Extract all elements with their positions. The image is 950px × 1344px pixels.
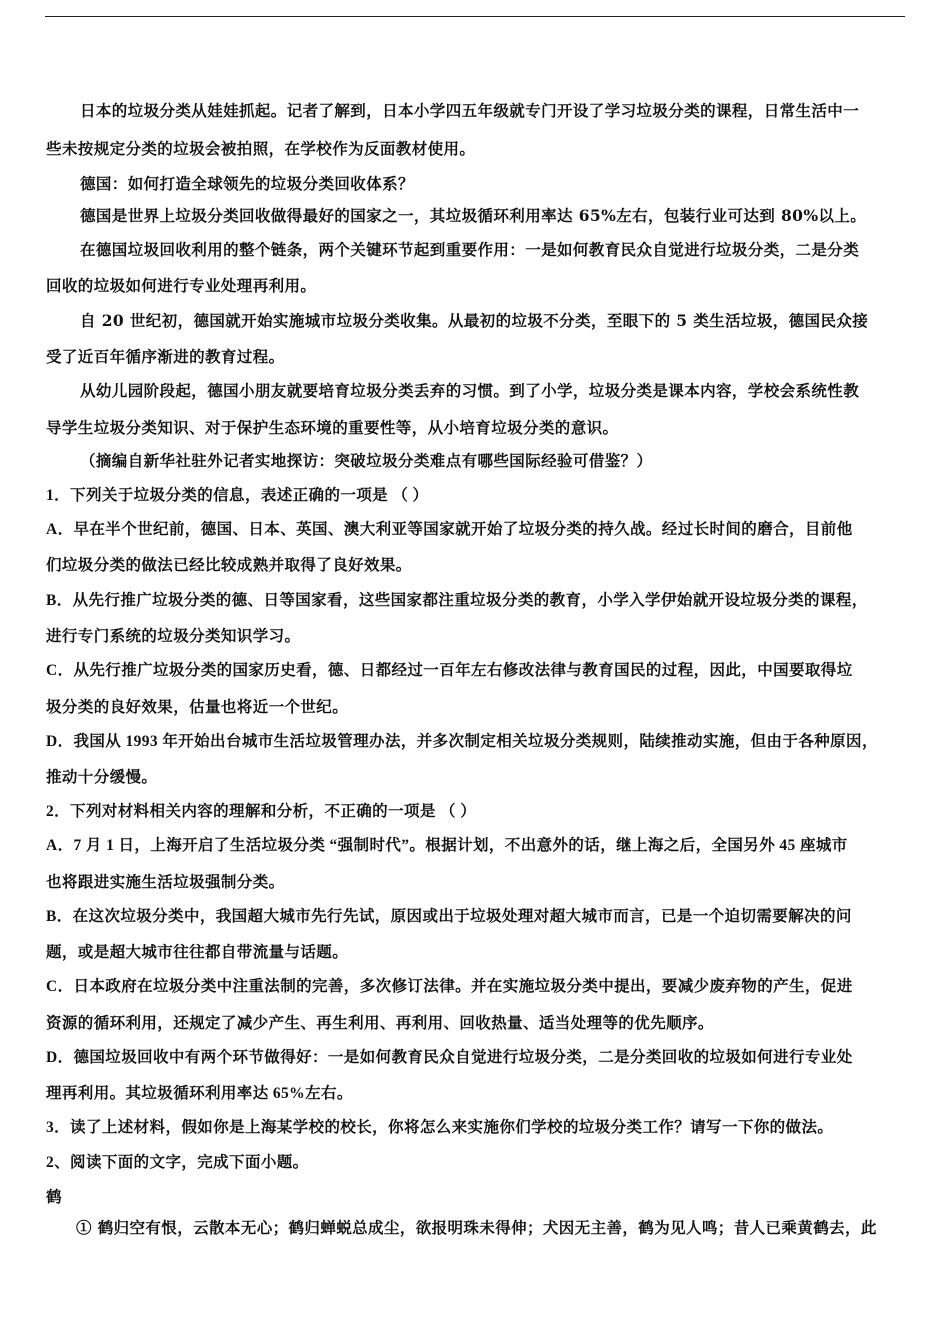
- passage-line: 回收的垃圾如何进行专业处理再利用。: [46, 276, 317, 295]
- q1-option-c-cont: 圾分类的良好效果，估量也将近一个世纪。: [46, 699, 349, 716]
- source-citation: （摘编自新华社驻外记者实地探访：突破垃圾分类难点有哪些国际经验可借鉴？）: [80, 451, 653, 470]
- q2-option-c-cont: 资源的循环利用，还规定了减少产生、再生利用、再利用、回收热量、适当处理等的优先顺序。: [46, 1015, 714, 1032]
- q2-option-b: B．在这次垃圾分类中，我国超大城市先行先试，原因或出于垃圾处理对超大城市而言，已是一个迫切需要解决的问: [46, 908, 852, 925]
- passage-line: 受了近百年循序渐进的教育过程。: [46, 347, 285, 366]
- question-1-stem: 1．下列关于垃圾分类的信息，表述正确的一项是 （ ）: [46, 487, 429, 504]
- q2-option-c: C．日本政府在垃圾分类中注重法制的完善，多次修订法律。并在实施垃圾分类中提出，要减少废弃物的产生，促进: [46, 978, 853, 995]
- q2-option-a: A．7 月 1 日，上海开启了生活垃圾分类 “强制时代”。根据计划，不出意外的话，继上海之后，全国另外 45 座城市: [46, 837, 848, 854]
- q1-option-c: C．从先行推广垃圾分类的国家历史看，德、日都经过一百年左右修改法律与教育国民的过程，因此，中国要取得垃: [46, 662, 853, 679]
- passage-line: 在德国垃圾回收利用的整个链条，两个关键环节起到重要作用：一是如何教育民众自觉进行垃圾分类，二是分类: [80, 240, 860, 259]
- q1-option-b-cont: 进行专门系统的垃圾分类知识学习。: [46, 628, 301, 645]
- passage-line: 日本的垃圾分类从娃娃抓起。记者了解到，日本小学四五年级就专门开设了学习垃圾分类的课程，日常生活中一: [80, 101, 860, 120]
- q2-option-b-cont: 题，或是超大城市往往都自带流量与话题。: [46, 944, 349, 961]
- q2-option-d: D．德国垃圾回收中有两个环节做得好：一是如何教育民众自觉进行垃圾分类，二是分类回收的垃圾如何进行专业处: [46, 1049, 853, 1066]
- q1-option-a-cont: 们垃圾分类的做法已经比较成熟并取得了良好效果。: [46, 557, 412, 574]
- question-2-stem: 2．下列对材料相关内容的理解和分析，不正确的一项是 （ ）: [46, 803, 477, 820]
- passage-line: 德国是世界上垃圾分类回收做得最好的国家之一，其垃圾循环利用率达 65%左右，包装行业可达到 80%以上。: [80, 206, 867, 225]
- passage-line: 导学生垃圾分类知识、对于保护生态环境的重要性等，从小培育垃圾分类的意识。: [46, 418, 619, 437]
- header-rule: [45, 16, 905, 17]
- poem-title: 鹤: [46, 1187, 62, 1206]
- q1-option-b: B．从先行推广垃圾分类的德、日等国家看，这些国家都注重垃圾分类的教育，小学入学伊始就开设垃圾分类的课程，: [46, 592, 868, 609]
- q2-option-d-cont: 理再利用。其垃圾循环利用率达 65%左右。: [46, 1085, 353, 1102]
- q1-option-a: A．早在半个世纪前，德国、日本、英国、澳大利亚等国家就开始了垃圾分类的持久战。经过长时间的磨合，目前他: [46, 521, 853, 538]
- passage-line: 些未按规定分类的垃圾会被拍照，在学校作为反面教材使用。: [46, 139, 476, 158]
- passage-line: 从幼儿园阶段起，德国小朋友就要培育垃圾分类丢弃的习惯。到了小学，垃圾分类是课本内容，学校会系统性教: [80, 381, 860, 400]
- q1-option-d-cont: 推动十分缓慢。: [46, 769, 158, 786]
- question-3-stem: 3．读了上述材料，假如你是上海某学校的校长，你将怎么来实施你们学校的垃圾分类工作？请写一下你的做法。: [46, 1119, 834, 1136]
- q2-option-a-cont: 也将跟进实施生活垃圾强制分类。: [46, 874, 285, 891]
- section-2-intro: 2、阅读下面的文字，完成下面小题。: [46, 1154, 309, 1171]
- poem-paragraph-1: ① 鹤归空有恨，云散本无心；鹤归蝉蜕总成尘，欲报明珠未得伸；犬因无主善，鹤为见人鸣；昔人已乘黄鹤去，此: [76, 1218, 877, 1237]
- passage-line: 德国：如何打造全球领先的垃圾分类回收体系？: [80, 174, 414, 193]
- q1-option-d: D．我国从 1993 年开始出台城市生活垃圾管理办法，并多次制定相关垃圾分类规则，陆续推动实施，但由于各种原因，: [46, 733, 878, 750]
- passage-line: 自 20 世纪初，德国就开始实施城市垃圾分类收集。从最初的垃圾不分类，至眼下的 5 类生活垃圾，德国民众接: [80, 311, 869, 330]
